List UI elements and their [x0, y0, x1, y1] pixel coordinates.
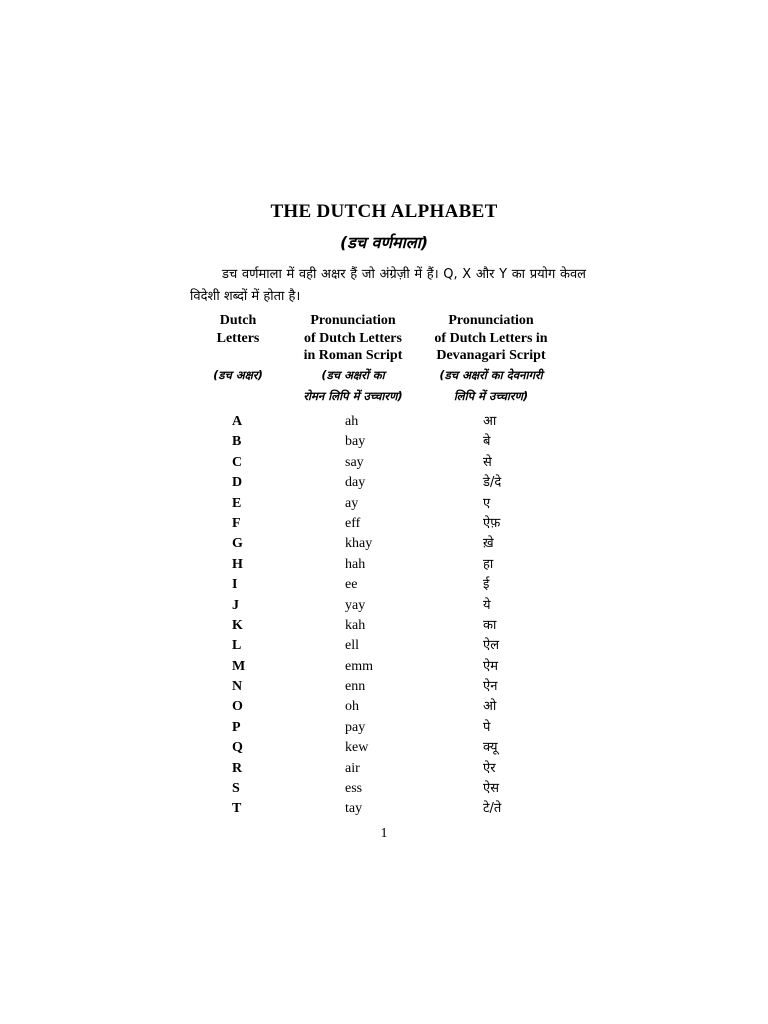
letter-cell: M — [232, 658, 246, 674]
devanagari-pronunciation-cell: डे/दे — [483, 475, 502, 491]
roman-pronunciation-cell: emm — [345, 658, 373, 674]
roman-pronunciation-cell: ee — [345, 577, 358, 593]
devanagari-pronunciation-cell: से — [483, 454, 492, 470]
letter-cell: S — [232, 781, 240, 797]
letter-cell: A — [232, 414, 243, 429]
devanagari-pronunciation-cell: क्यू — [483, 740, 498, 756]
table-row — [0, 759, 768, 779]
table-row — [0, 575, 768, 595]
header-roman-pronunciation — [286, 312, 420, 407]
intro-paragraph: डच वर्णमाला में वही अक्षर हैं जो अंग्रेज़ी में हैं। Q, X और Y का प्रयोग केवल विदेशी शब्दों में होता है। — [190, 267, 586, 304]
devanagari-pronunciation-cell: ऐम — [483, 658, 498, 674]
devanagari-pronunciation-cell: ऐफ़ — [483, 515, 501, 531]
letter-cell: Q — [232, 740, 243, 756]
header-line: Letters — [216, 330, 260, 346]
table-row — [0, 616, 768, 636]
table-row — [0, 432, 768, 452]
table-row — [0, 799, 768, 819]
devanagari-pronunciation-cell: ऐन — [483, 679, 498, 695]
letter-cell: R — [232, 760, 243, 776]
header-hindi-line: (डच अक्षर) — [213, 368, 263, 382]
table-row — [0, 697, 768, 717]
roman-pronunciation-cell: enn — [345, 679, 366, 695]
table-row — [0, 514, 768, 534]
letter-cell: N — [232, 679, 243, 695]
roman-pronunciation-cell: eff — [345, 515, 361, 531]
devanagari-pronunciation-cell: ख़े — [483, 536, 494, 552]
roman-pronunciation-cell: ell — [345, 638, 359, 654]
table-row — [0, 677, 768, 697]
table-row — [0, 453, 768, 473]
table-row — [0, 494, 768, 514]
devanagari-pronunciation-cell: आ — [483, 414, 497, 429]
letter-cell: G — [232, 536, 243, 552]
roman-pronunciation-cell: ah — [345, 414, 359, 429]
letter-cell: C — [232, 454, 243, 470]
table-row — [0, 596, 768, 616]
header-hindi-line: रोमन लिपि में उच्चारण) — [303, 388, 403, 403]
devanagari-pronunciation-cell: का — [483, 617, 497, 633]
letter-cell: E — [232, 495, 242, 511]
header-line: Dutch — [219, 313, 257, 328]
table-row — [0, 738, 768, 758]
table-row — [0, 779, 768, 799]
table-row — [0, 657, 768, 677]
roman-pronunciation-cell: yay — [345, 597, 366, 613]
page-number: 1 — [380, 826, 388, 841]
table-row — [0, 718, 768, 738]
header-line: Devanagari Script — [436, 348, 546, 363]
table-row — [0, 636, 768, 656]
page-subtitle: (डच वर्णमाला) — [339, 233, 429, 252]
roman-pronunciation-cell: pay — [345, 719, 366, 735]
header-hindi-line: (डच अक्षरों का देवनागरी — [439, 367, 543, 382]
page-title: THE DUTCH ALPHABET — [270, 201, 498, 222]
roman-pronunciation-cell: kah — [345, 617, 366, 633]
roman-pronunciation-cell: tay — [345, 801, 363, 817]
devanagari-pronunciation-cell: ऐस — [483, 781, 499, 797]
letter-cell: B — [232, 434, 242, 450]
letter-cell: L — [232, 638, 242, 654]
devanagari-pronunciation-cell: ए — [483, 495, 491, 511]
header-line: of Dutch Letters in — [434, 330, 548, 346]
roman-pronunciation-cell: oh — [345, 699, 359, 715]
roman-pronunciation-cell: hah — [345, 556, 366, 572]
devanagari-pronunciation-cell: ऐल — [483, 638, 500, 654]
header-line: in Roman Script — [303, 348, 403, 363]
table-row — [0, 555, 768, 575]
devanagari-pronunciation-cell: ये — [483, 597, 491, 613]
roman-pronunciation-cell: say — [345, 454, 364, 470]
letter-cell: K — [232, 617, 243, 633]
devanagari-pronunciation-cell: टे/ते — [483, 801, 502, 817]
devanagari-pronunciation-cell: ई — [483, 577, 490, 593]
devanagari-pronunciation-cell: बे — [483, 434, 491, 450]
roman-pronunciation-cell: khay — [345, 536, 373, 552]
devanagari-pronunciation-cell: हा — [483, 556, 494, 572]
roman-pronunciation-cell: air — [345, 760, 360, 776]
letter-cell: T — [232, 801, 242, 817]
header-line: Pronunciation — [448, 313, 534, 328]
letter-cell: I — [232, 577, 238, 593]
table-row — [0, 534, 768, 554]
letter-cell: D — [232, 475, 243, 491]
roman-pronunciation-cell: kew — [345, 740, 369, 756]
letter-cell: O — [232, 699, 243, 715]
roman-pronunciation-cell: bay — [345, 434, 366, 450]
roman-pronunciation-cell: day — [345, 475, 366, 491]
table-row — [0, 473, 768, 493]
roman-pronunciation-cell: ay — [345, 495, 359, 511]
header-hindi-line: (डच अक्षरों का — [321, 367, 385, 382]
alphabet-table-body — [0, 412, 768, 820]
devanagari-pronunciation-cell: पे — [483, 719, 491, 735]
header-devanagari-pronunciation — [420, 312, 562, 407]
table-row — [0, 412, 768, 432]
roman-pronunciation-cell: ess — [345, 781, 363, 797]
header-line: of Dutch Letters — [304, 330, 402, 346]
devanagari-pronunciation-cell: ओ — [483, 699, 497, 715]
devanagari-pronunciation-cell: ऐर — [483, 760, 496, 776]
letter-cell: P — [232, 719, 241, 735]
header-line: Pronunciation — [310, 313, 396, 328]
letter-cell: J — [232, 597, 239, 613]
header-dutch-letters — [192, 312, 284, 386]
letter-cell: H — [232, 556, 243, 572]
letter-cell: F — [232, 515, 241, 531]
header-hindi-line: लिपि में उच्चारण) — [453, 388, 529, 403]
